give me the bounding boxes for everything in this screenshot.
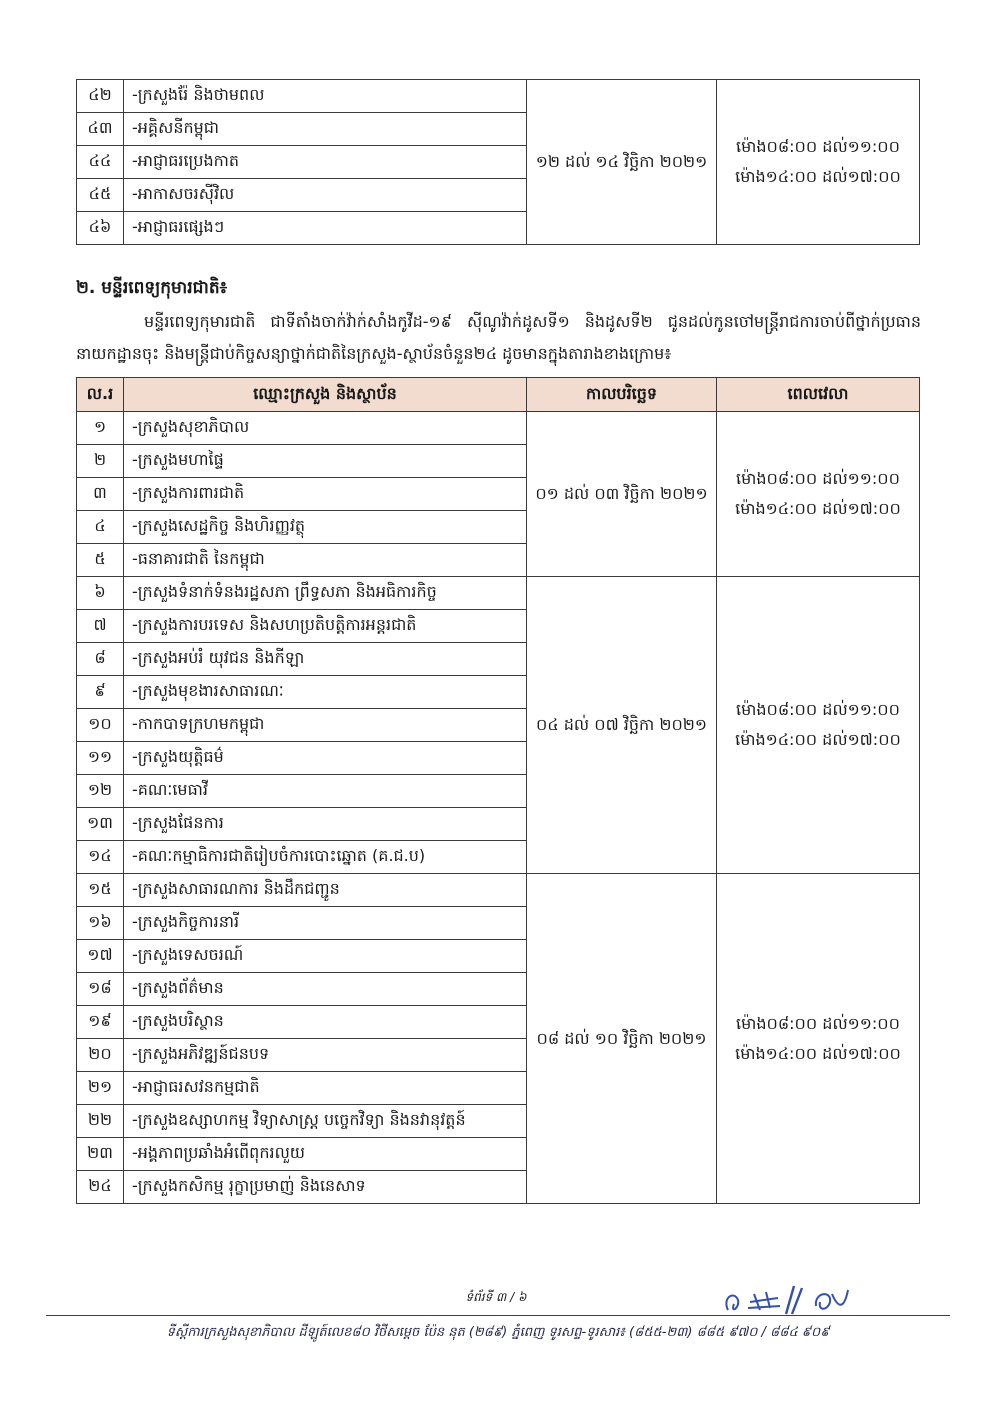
row-number: ៣ — [77, 478, 124, 511]
institution-name: -ក្រសួងការបរទេស និងសហប្រតិបត្តិការអន្តរជាតិ — [124, 610, 527, 643]
institution-name: -អាជ្ញាធរផ្សេងៗ — [124, 212, 527, 245]
institution-name: -គណៈកម្មាធិការជាតិរៀបចំការបោះឆ្នោត (គ.ជ.ប) — [124, 841, 527, 874]
row-number: ១៤ — [77, 841, 124, 874]
main-schedule-table — [76, 377, 920, 1204]
section-heading: ២. មន្ទីរពេទ្យកុមារជាតិ៖ — [76, 278, 228, 298]
institution-name: -ក្រសួងអប់រំ យុវជន និងកីឡា — [124, 643, 527, 676]
header-name: ឈ្មោះក្រសួង និងស្ថាប័ន — [124, 378, 527, 412]
institution-name: -អគ្គិសនីកម្ពុជា — [124, 113, 527, 146]
time-afternoon: ម៉ោង១៤:០០ ដល់១៧:០០ — [735, 167, 901, 186]
row-number: ២ — [77, 445, 124, 478]
time-morning: ម៉ោង០៨:០០ ដល់១១:០០ — [736, 1013, 900, 1033]
table-row — [77, 577, 920, 610]
institution-name: -ក្រសួងការពារជាតិ — [124, 478, 527, 511]
institution-name: -ក្រសួងទេសចរណ៍ — [124, 940, 527, 973]
time-cell — [717, 80, 920, 245]
row-number: ១៨ — [77, 973, 124, 1006]
main-table-body — [77, 412, 920, 1204]
institution-name: -ក្រសួងផែនការ — [124, 808, 527, 841]
time-afternoon: ម៉ោង១៤:០០ ដល់១៧:០០ — [735, 499, 901, 518]
row-number: ៤៣ — [77, 113, 124, 146]
header-time: ពេលវេលា — [717, 378, 920, 412]
header-number: ល.រ — [77, 378, 124, 412]
row-number: ១៣ — [77, 808, 124, 841]
date-cell: ១២ ដល់ ១៤ វិច្ឆិកា ២០២១ — [527, 80, 717, 245]
row-number: ១ — [77, 412, 124, 445]
time-morning: ម៉ោង០៨:០០ ដល់១១:០០ — [736, 137, 900, 156]
row-number: ២១ — [77, 1072, 124, 1105]
date-cell: ០៤ ដល់ ០៧ វិច្ឆិកា ២០២១ — [527, 577, 717, 874]
institution-name: -ក្រសួងសេដ្ឋកិច្ច និងហិរញ្ញវត្ថុ — [124, 511, 527, 544]
footer-divider — [46, 1315, 950, 1316]
row-number: ៥ — [77, 544, 124, 577]
institution-name: -ក្រសួងឧស្សាហកម្ម វិទ្យាសាស្ត្រ បច្ចេកវិទ្យា និងនវានុវត្តន៍ — [124, 1105, 527, 1138]
row-number: ៧ — [77, 610, 124, 643]
institution-name: -ក្រសួងព័ត៌មាន — [124, 973, 527, 1006]
row-number: ៨ — [77, 643, 124, 676]
row-number: ១២ — [77, 775, 124, 808]
institution-name: -ក្រសួងយុត្តិធម៌ — [124, 742, 527, 775]
row-number: ៤៥ — [77, 179, 124, 212]
institution-name: -ក្រសួងសុខាភិបាល — [124, 412, 527, 445]
row-number: ៤ — [77, 511, 124, 544]
institution-name: -ក្រសួងរ៉ែ និងថាមពល — [124, 80, 527, 113]
table-row — [77, 80, 920, 113]
institution-name: -អង្គភាពប្រឆាំងអំពើពុករលួយ — [124, 1138, 527, 1171]
row-number: ២៣ — [77, 1138, 124, 1171]
time-cell — [717, 874, 920, 1204]
row-number: ២០ — [77, 1039, 124, 1072]
row-number: ៤២ — [77, 80, 124, 113]
time-cell — [717, 412, 920, 577]
institution-name: -ធនាគារជាតិ នៃកម្ពុជា — [124, 544, 527, 577]
date-cell: ០១ ដល់ ០៣ វិច្ឆិកា ២០២១ — [527, 412, 717, 577]
table-row — [77, 874, 920, 907]
row-number: ១៩ — [77, 1006, 124, 1039]
institution-name: -ក្រសួងកិច្ចការនារី — [124, 907, 527, 940]
row-number: ១១ — [77, 742, 124, 775]
row-number: ៩ — [77, 676, 124, 709]
institution-name: -ក្រសួងមហាផ្ទៃ — [124, 445, 527, 478]
row-number: ៤៤ — [77, 146, 124, 179]
time-cell — [717, 577, 920, 874]
intro-paragraph: មន្ទីរពេទ្យកុមារជាតិ ជាទីតាំងចាក់វ៉ាក់សាំងកូវីដ-១៩ ស៊ីណូវ៉ាក់ដូសទី១ និងដូសទី២ ជូនដល់កូនចៅមន្ត្រីរាជការចាប់ពីថ្នាក់ប្រធាននាយកដ្ឋានចុះ និងមន្ត្រីជាប់កិច្ចសន្យាថ្នាក់ជាតិនៃក្រសួង-ស្ថាប័នចំនួន២៤ ដូចមានក្នុងតារាងខាងក្រោម៖ — [76, 312, 921, 363]
row-number: ១៦ — [77, 907, 124, 940]
time-afternoon: ម៉ោង១៤:០០ ដល់១៧:០០ — [735, 1043, 901, 1063]
institution-name: -ក្រសួងអភិវឌ្ឍន៍ជនបទ — [124, 1039, 527, 1072]
row-number: ២៤ — [77, 1171, 124, 1204]
institution-name: -ក្រសួងសាធារណការ និងដឹកជញ្ជូន — [124, 874, 527, 907]
row-number: ៦ — [77, 577, 124, 610]
row-number: ១០ — [77, 709, 124, 742]
header-row — [77, 378, 920, 412]
time-afternoon: ម៉ោង១៤:០០ ដល់១៧:០០ — [735, 730, 901, 749]
institution-name: -ក្រសួងមុខងារសាធារណៈ — [124, 676, 527, 709]
header-date: កាលបរិច្ឆេទ — [527, 378, 717, 412]
institution-name: -ក្រសួងទំនាក់ទំនងរដ្ឋសភា ព្រឹទ្ធសភា និងអធិការកិច្ច — [124, 577, 527, 610]
row-number: ១៧ — [77, 940, 124, 973]
institution-name: -ក្រសួងបរិស្ថាន — [124, 1006, 527, 1039]
footer-address: ទីស្តីការក្រសួងសុខាភិបាល ដីឡូត៍លេខ៨០ វិថីសម្តេច ប៉ែន នុត (២៨៩) ភ្នំពេញ ទូរសព្ទ-ទូរសារ៖ (៨៥៥-២៣) ៨៨៥ ៩៧០ / ៨៨៤ ៩០៩ — [166, 1325, 830, 1340]
page-number: ទំព័រទី ៣ / ៦ — [465, 1290, 527, 1304]
table-row — [77, 412, 920, 445]
top-schedule-table — [76, 79, 920, 245]
institution-name: -គណៈមេធាវី — [124, 775, 527, 808]
time-morning: ម៉ោង០៨:០០ ដល់១១:០០ — [736, 469, 900, 488]
institution-name: -អាជ្ញាធរសវនកម្មជាតិ — [124, 1072, 527, 1105]
date-cell: ០៨ ដល់ ១០ វិច្ឆិកា ២០២១ — [527, 874, 717, 1204]
row-number: ៤៦ — [77, 212, 124, 245]
top-table-body — [77, 80, 920, 245]
time-morning: ម៉ោង០៨:០០ ដល់១១:០០ — [736, 700, 900, 719]
institution-name: -អាជ្ញាធរប្រេងកាត — [124, 146, 527, 179]
row-number: ២២ — [77, 1105, 124, 1138]
institution-name: -ក្រសួងកសិកម្ម រុក្ខាប្រមាញ់ និងនេសាទ — [124, 1171, 527, 1204]
institution-name: -អាកាសចរស៊ីវិល — [124, 179, 527, 212]
institution-name: -កាកបាទក្រហមកម្ពុជា — [124, 709, 527, 742]
row-number: ១៥ — [77, 874, 124, 907]
